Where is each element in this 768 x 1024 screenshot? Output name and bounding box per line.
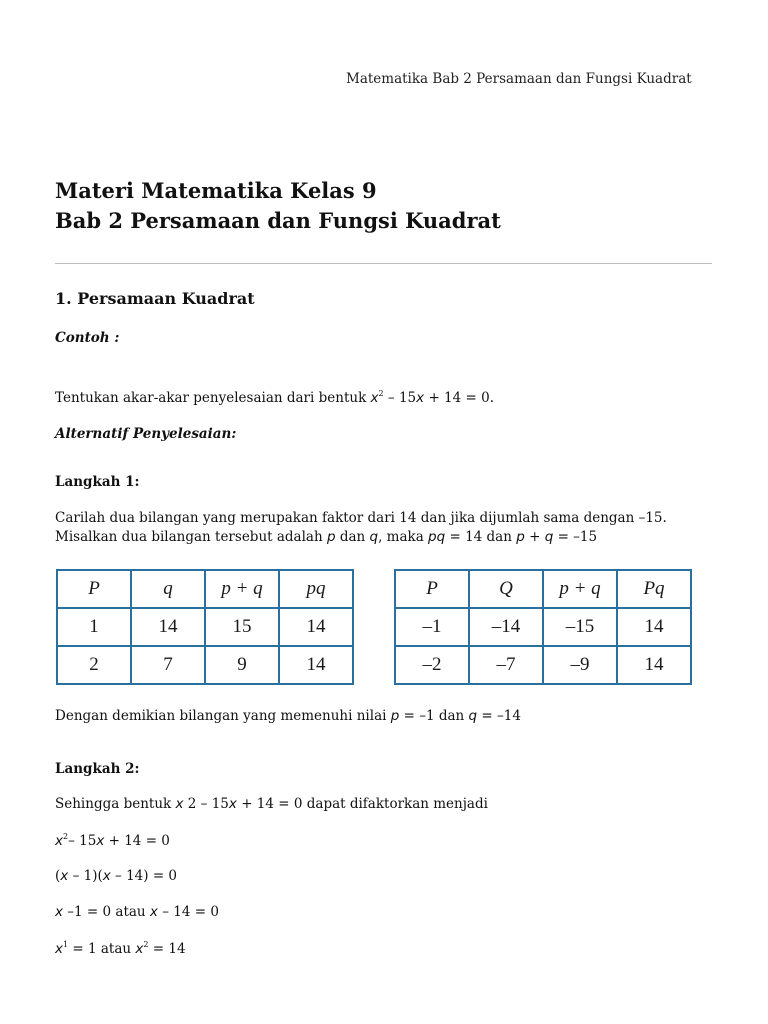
table-cell: 15 <box>205 608 279 646</box>
table-header-cell: P <box>57 570 131 608</box>
table-header-cell: pq <box>279 570 353 608</box>
table-header-cell: Pq <box>617 570 691 608</box>
equation-4: $x^1 = 1$ atau $x^2 = 14$ <box>55 940 186 957</box>
step-2-label: Langkah 2: <box>55 761 140 777</box>
table-cell: –7 <box>469 646 543 684</box>
factor-table-positive <box>56 569 354 685</box>
section-heading: 1. Persamaan Kuadrat <box>55 289 255 308</box>
table-cell: 14 <box>279 608 353 646</box>
factor-table-negative <box>394 569 692 685</box>
table-header-cell: p + q <box>543 570 617 608</box>
table-cell: 1 <box>57 608 131 646</box>
equation-2: (x – 1)(x – 14) = 0 <box>55 868 178 884</box>
table-header-row <box>57 570 353 608</box>
table-cell: 14 <box>617 608 691 646</box>
table-header-cell: Q <box>469 570 543 608</box>
table-cell: 7 <box>131 646 205 684</box>
table-cell: 14 <box>279 646 353 684</box>
table-row <box>395 646 691 684</box>
conclusion-text: Dengan demikian bilangan yang memenuhi nilai p = –1 dan q = –14 <box>55 708 521 724</box>
table-header-cell: q <box>131 570 205 608</box>
table-row <box>57 646 353 684</box>
running-header: Matematika Bab 2 Persamaan dan Fungsi Kuadrat <box>346 71 692 87</box>
table-cell: 14 <box>617 646 691 684</box>
table-row <box>57 608 353 646</box>
table-header-cell: p + q <box>205 570 279 608</box>
table-cell: 14 <box>131 608 205 646</box>
page-title-line-1: Materi Matematika Kelas 9 <box>55 178 377 203</box>
equation-1: $x^2-$ 15x + 14 = 0 <box>55 832 170 849</box>
table-header-row <box>395 570 691 608</box>
example-label: Contoh : <box>55 330 120 346</box>
table-cell: 2 <box>57 646 131 684</box>
table-cell: –1 <box>395 608 469 646</box>
step-1-label: Langkah 1: <box>55 474 140 490</box>
page-title-line-2: Bab 2 Persamaan dan Fungsi Kuadrat <box>55 208 501 233</box>
table-cell: –14 <box>469 608 543 646</box>
step-1-line-1: Carilah dua bilangan yang merupakan faktor dari 14 dan jika dijumlah sama dengan –15. <box>55 510 667 526</box>
question-text: Tentukan akar-akar penyelesaian dari bentuk $x^2 - 15x + 14 = 0$. <box>55 389 495 406</box>
table-cell: 9 <box>205 646 279 684</box>
horizontal-divider <box>55 263 712 264</box>
table-cell: –2 <box>395 646 469 684</box>
table-header-cell: P <box>395 570 469 608</box>
alternative-solution-label: Alternatif Penyelesaian: <box>55 426 237 442</box>
table-cell: –15 <box>543 608 617 646</box>
step-1-line-2: Misalkan dua bilangan tersebut adalah p dan q, maka pq = 14 dan p + q = –15 <box>55 529 598 545</box>
step-2-line: Sehingga bentuk x 2 – 15x + 14 = 0 dapat difaktorkan menjadi <box>55 796 488 812</box>
table-cell: –9 <box>543 646 617 684</box>
table-row <box>395 608 691 646</box>
equation-3: x –1 = 0 atau x – 14 = 0 <box>55 904 219 920</box>
